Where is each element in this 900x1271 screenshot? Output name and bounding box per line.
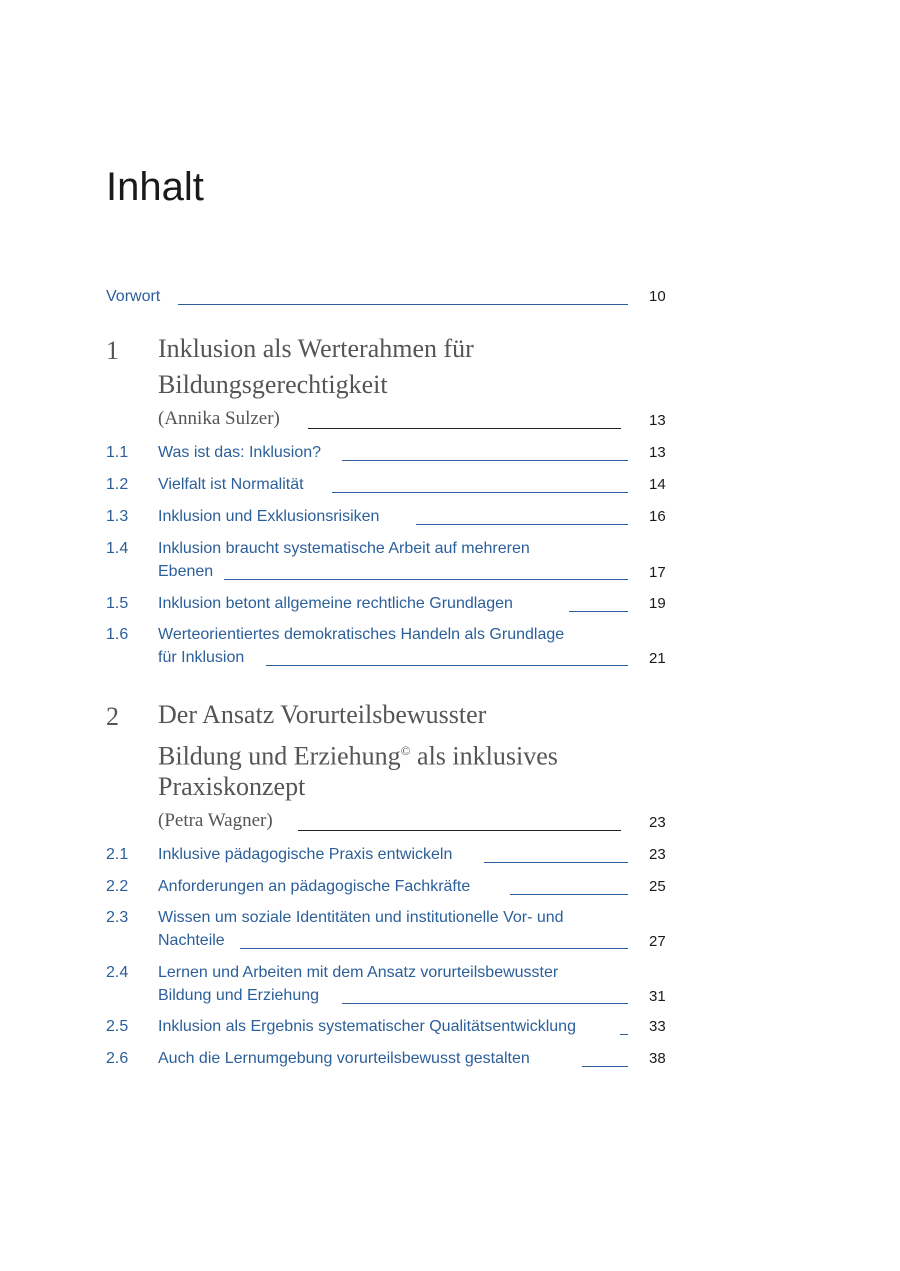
page-number: 23 [649, 814, 666, 831]
toc-entry-label: Vorwort [106, 288, 161, 305]
section-number: 1.1 [106, 444, 129, 461]
leader-line [510, 894, 628, 895]
copyright-mark: © [400, 743, 411, 758]
leader-line [342, 460, 628, 461]
section-number: 2.1 [106, 846, 129, 863]
leader-line [569, 611, 628, 612]
chapter-author: (Annika Sulzer) [158, 408, 280, 429]
section-title: Wissen um soziale Identitäten und institutionelle Vor- und [158, 909, 564, 926]
page-number: 31 [649, 988, 666, 1005]
section-title: Werteorientiertes demokratisches Handeln als Grundlage [158, 626, 565, 643]
leader-line [416, 524, 628, 525]
leader-line [582, 1066, 628, 1067]
leader-line [298, 830, 621, 831]
leader-line [224, 579, 628, 580]
page-number: 21 [649, 650, 666, 667]
section-number: 1.2 [106, 476, 129, 493]
leader-line [484, 862, 628, 863]
chapter-number: 2 [106, 702, 119, 731]
section-title: Bildung und Erziehung [158, 987, 320, 1004]
section-number: 2.2 [106, 878, 129, 895]
page-number: 25 [649, 878, 666, 895]
section-title: Was ist das: Inklusion? [158, 444, 322, 461]
section-title: Inklusion betont allgemeine rechtliche Grundlagen [158, 595, 513, 612]
section-title: Auch die Lernumgebung vorurteilsbewusst gestalten [158, 1050, 530, 1067]
page-number: 10 [649, 288, 666, 305]
chapter-title-line[interactable]: Praxiskonzept [158, 772, 306, 801]
section-number: 1.4 [106, 540, 129, 557]
page-number: 19 [649, 595, 666, 612]
section-title: Vielfalt ist Normalität [158, 476, 304, 493]
section-number: 1.5 [106, 595, 129, 612]
leader-line [178, 304, 628, 305]
page-number: 33 [649, 1018, 666, 1035]
leader-line [240, 948, 628, 949]
page-number: 27 [649, 933, 666, 950]
chapter-author: (Petra Wagner) [158, 810, 273, 831]
page-number: 23 [649, 846, 666, 863]
section-title: Anforderungen an pädagogische Fachkräfte [158, 878, 471, 895]
chapter-title-part: als inklusives [410, 741, 558, 771]
chapter-title-part: Bildung und Erziehung [158, 741, 401, 771]
section-title: Lernen und Arbeiten mit dem Ansatz vorurteilsbewusster [158, 964, 559, 981]
section-title: Inklusion braucht systematische Arbeit auf mehreren [158, 540, 530, 557]
chapter-title-line[interactable]: Inklusion als Werterahmen für [158, 334, 474, 363]
section-number: 2.3 [106, 909, 129, 926]
page-number: 13 [649, 444, 666, 461]
section-number: 2.5 [106, 1018, 129, 1035]
section-title: Ebenen [158, 563, 214, 580]
section-title: Nachteile [158, 932, 225, 949]
section-title: Inklusion und Exklusionsrisiken [158, 508, 380, 525]
section-title: für Inklusion [158, 649, 245, 666]
leader-line [620, 1034, 628, 1035]
section-number: 1.6 [106, 626, 129, 643]
section-title: Inklusive pädagogische Praxis entwickeln [158, 846, 453, 863]
chapter-title-line[interactable]: Der Ansatz Vorurteilsbewusster [158, 700, 487, 729]
page-number: 17 [649, 564, 666, 581]
section-title: Inklusion als Ergebnis systematischer Qualitätsentwicklung [158, 1018, 576, 1035]
page-title: Inhalt [106, 165, 204, 209]
section-number: 2.6 [106, 1050, 129, 1067]
page-number: 38 [649, 1050, 666, 1067]
leader-line [266, 665, 628, 666]
page-number: 13 [649, 412, 666, 429]
page-number: 16 [649, 508, 666, 525]
section-number: 2.4 [106, 964, 129, 981]
leader-line [342, 1003, 628, 1004]
chapter-title-line[interactable]: Bildungsgerechtigkeit [158, 370, 388, 399]
leader-line [308, 428, 621, 429]
leader-line [332, 492, 628, 493]
chapter-number: 1 [106, 336, 119, 365]
page-number: 14 [649, 476, 666, 493]
section-number: 1.3 [106, 508, 129, 525]
